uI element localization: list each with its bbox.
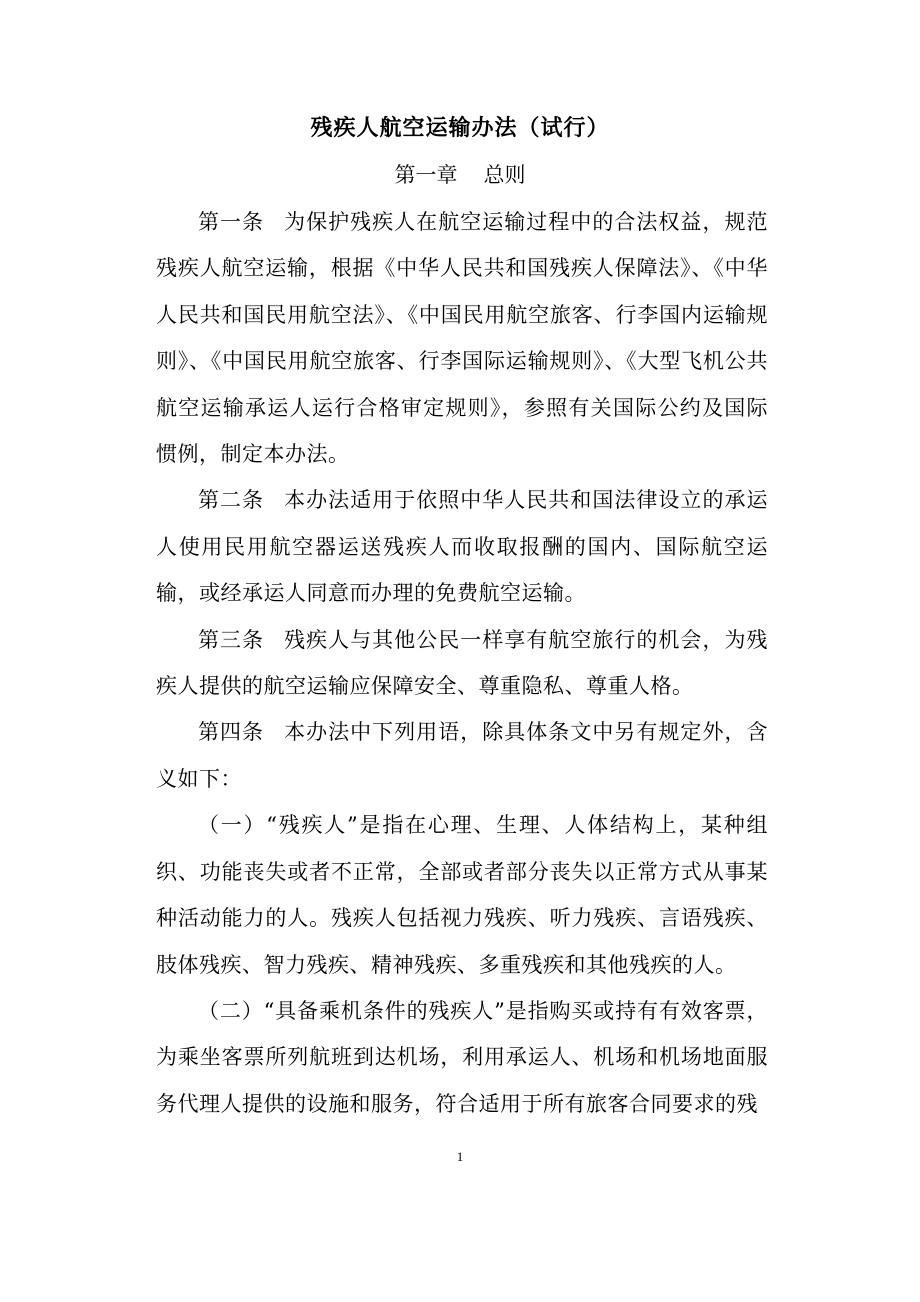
document-body: [156, 199, 768, 1127]
page-number: 1: [456, 1149, 464, 1164]
article-label: 第四条: [198, 720, 265, 745]
article-2: [156, 477, 768, 616]
article-label: 第二条: [198, 488, 265, 513]
document-title: 残疾人航空运输办法（试行）: [310, 116, 610, 141]
chapter-name: 总则: [483, 163, 526, 187]
article-label: 第一条: [198, 210, 265, 234]
definition-2: （二）“具备乘机条件的残疾人”是指购买或持有有效客票，为乘坐客票所列航班到达机场，利用承运人、机场和机场地面服务代理人提供的设施和服务，符合适用于所有旅客合同要求的残: [156, 998, 768, 1116]
article-text: 为保护残疾人在航空运输过程中的合法权益，规范残疾人航空运输，根据《中华人民共和国残疾人保障法》、《中华人民共和国民用航空法》、《中国民用航空旅客、行李国内运输规则》、《中国民用航空旅客、行李国际运输规则》、《大型飞机公共航空运输承运人运行合格审定规则》，参照有关国际公约及国际惯例，制定本办法。: [156, 210, 768, 467]
article-text: 本办法中下列用语，除具体条文中另有规定外，含义如下：: [156, 720, 768, 791]
chapter-number: 第一章: [394, 163, 458, 187]
article-text: 残疾人与其他公民一样享有航空旅行的机会，为残疾人提供的航空运输应保障安全、尊重隐私、尊重人格。: [156, 627, 768, 699]
article-label: 第三条: [198, 627, 265, 652]
article-4: [156, 709, 768, 802]
definition-1: （一）“残疾人”是指在心理、生理、人体结构上，某种组织、功能丧失或者不正常，全部或者部分丧失以正常方式从事某种活动能力的人。残疾人包括视力残疾、听力残疾、言语残疾、肢体残疾、智力残疾、精神残疾、多重残疾和其他残疾的人。: [156, 813, 768, 977]
article-3: [156, 617, 768, 710]
article-1: [156, 199, 768, 477]
article-text: 本办法适用于依照中华人民共和国法律设立的承运人使用民用航空器运送残疾人而收取报酬的国内、国际航空运输，或经承运人同意而办理的免费航空运输。: [156, 488, 768, 606]
chapter-heading: [0, 158, 920, 192]
